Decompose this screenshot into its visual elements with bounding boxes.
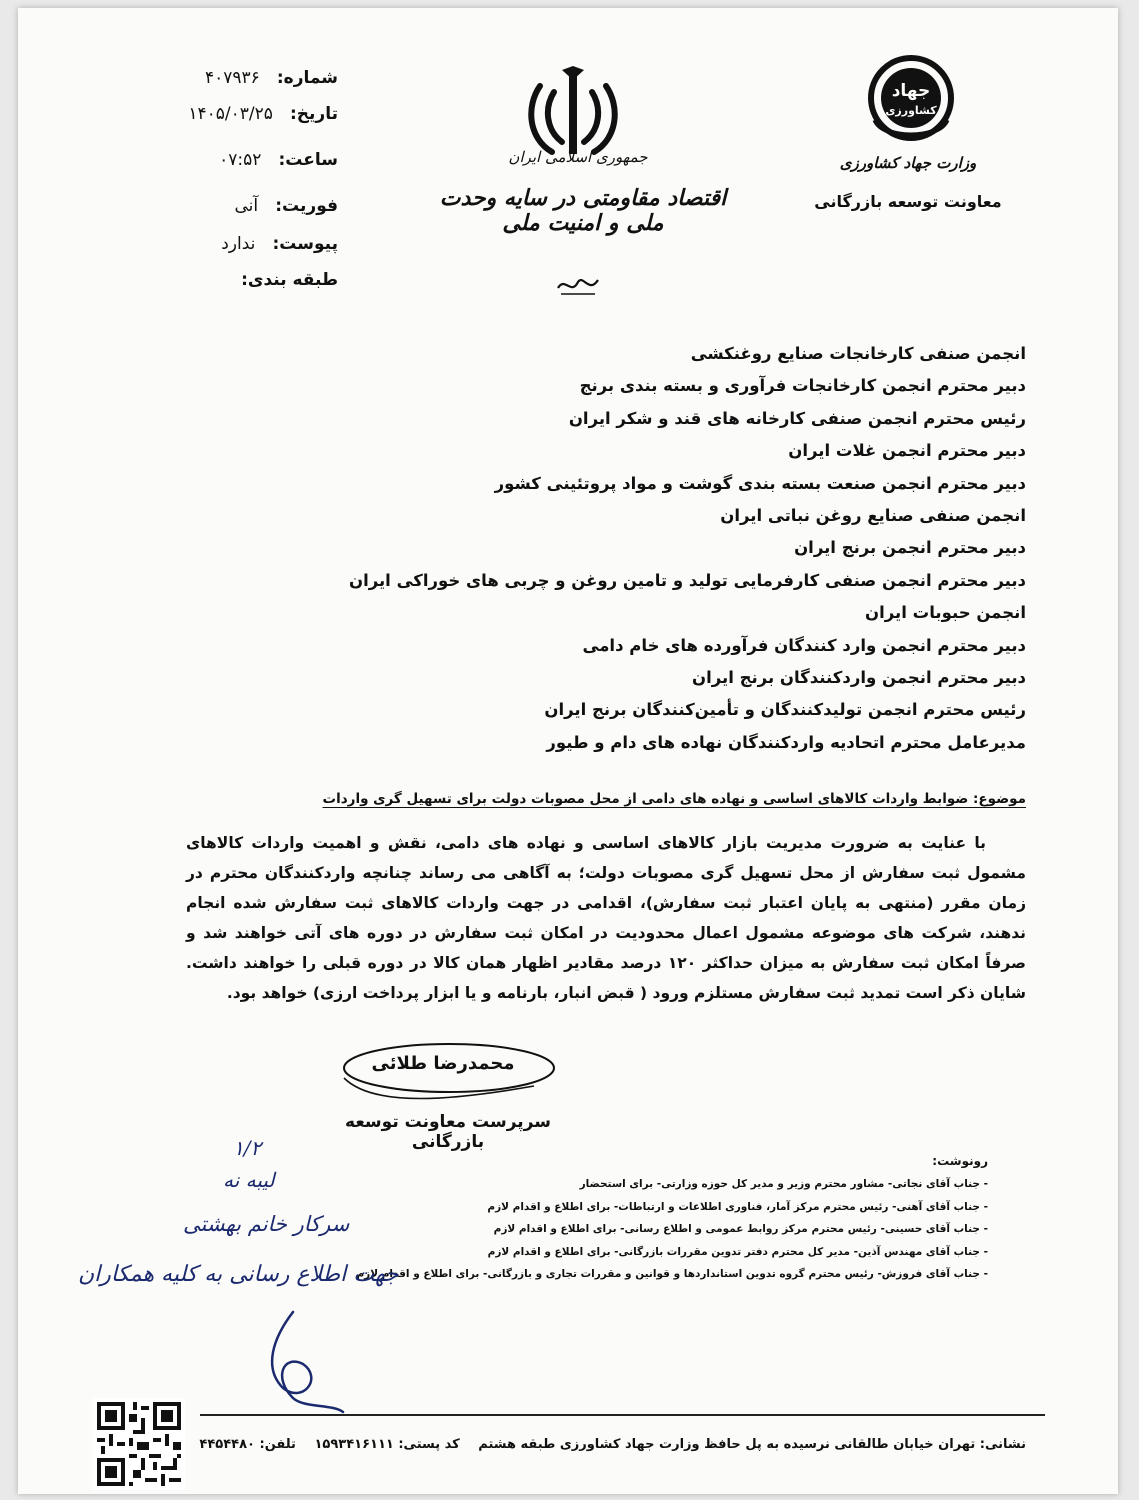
meta-classification: طبقه بندی:: [241, 270, 338, 290]
jihad-agriculture-logo-icon: [861, 48, 961, 148]
ministry-name: وزارت جهاد کشاورزی: [839, 154, 977, 172]
cc-item: - جناب آقای آهنی- رئیس محترم مرکز آمار، فناوری اطلاعات و ارتباطات- برای اطلاع و اقدام لازم: [487, 1200, 988, 1213]
recipient-item: مدیرعامل محترم اتحادیه واردکنندگان نهاده های دام و طیور: [546, 732, 1026, 752]
recipient-item: دبیر محترم انجمن صنفی کارفرمایی تولید و تامین روغن و چربی های خوراکی ایران: [348, 570, 1026, 590]
body-paragraph: با عنایت به ضرورت مدیریت بازار کالاهای اساسی و نهاده های دامی، نقش و اهمیت واردات کالاهای مشمول ثبت سفارش از محل تسهیل گری مصوبات دولت؛ به آگاهی می رساند چنانچه واردکنندگان محترم در زمان مقرر (منتهی به پایان اعتبار ثبت سفارش)، اقدامی در جهت واردات کالاهای ثبت سفارش شده انجام ندهند، شرکت های موضوعه مشمول اعمال محدودیت در امکان ثبت سفارش در دوره های آتی خواهند شد و صرفاً امکان ثبت سفارش به میزان حداکثر ۱۲۰ درصد مقادیر اظهار همان کالا در دوره قبلی را خواهند داشت. شایان ذکر است تمدید ثبت سفارش مستلزم ورود ( قبض انبار، بارنامه و یا ابزار پرداخت ارزی) خواهد بود.: [186, 834, 1026, 1002]
meta-time: ساعت: ۰۷:۵۲: [219, 150, 338, 170]
signatory-name: محمدرضا طلائی: [371, 1053, 515, 1074]
recipient-item: دبیر محترم انجمن صنعت بسته بندی گوشت و مواد پروتئینی کشور: [494, 473, 1026, 493]
recipient-item: رئیس محترم انجمن صنفی کارخانه های قند و شکر ایران: [568, 408, 1026, 428]
meta-date: تاریخ: ۱۴۰۵/۰۳/۲۵: [188, 104, 338, 124]
handwritten-note-1: ۱/۲: [233, 1136, 262, 1160]
gov-title: جمهوری اسلامی ایران: [508, 148, 648, 166]
recipient-item: رئیس محترم انجمن تولیدکنندگان و تأمین‌کنندگان برنج ایران: [544, 700, 1026, 720]
handwritten-note-4: جهت اطلاع رسانی به کلیه همکاران: [78, 1262, 399, 1287]
letter-subject: موضوع: ضوابط واردات کالاهای اساسی و نهاده های دامی از محل مصوبات دولت برای تسهیل گری واردات: [322, 791, 1026, 807]
meta-attachment: پیوست: ندارد: [221, 234, 338, 254]
footer-contact: [199, 1437, 1026, 1452]
cc-list: [356, 1173, 988, 1286]
recipient-item: انجمن حبوبات ایران: [865, 603, 1026, 623]
handwritten-note-2: لیبه نه: [223, 1168, 275, 1192]
footer-phone: تلفن: ۴۴۵۴۴۸۰: [199, 1437, 296, 1452]
cc-heading: رونوشت:: [932, 1154, 988, 1168]
recipient-item: دبیر محترم انجمن غلات ایران: [788, 441, 1026, 461]
recipient-item: انجمن صنفی کارخانجات صنایع روغنکشی: [690, 344, 1026, 363]
meta-number: شماره: ۴۰۷۹۳۶: [204, 68, 338, 88]
handwritten-note-3: سرکار خانم بهشتی: [183, 1212, 350, 1236]
svg-text:کشاورزی: کشاورزی: [885, 104, 937, 117]
handwritten-signature-icon: [233, 1308, 353, 1418]
footer-divider: [200, 1414, 1045, 1416]
footer-address: نشانی: تهران خیابان طالقانی نرسیده به پل حافظ وزارت جهاد کشاورزی طبقه هشتم: [478, 1437, 1026, 1452]
cc-item: - جناب آقای نجاتی- مشاور محترم وزیر و مدیر کل حوزه وزارتی- برای استحضار: [579, 1178, 988, 1190]
footer-postal-code: کد پستی: ۱۵۹۳۴۱۶۱۱۱: [314, 1437, 460, 1452]
letter-sheet: [18, 8, 1118, 1494]
slogan: اقتصاد مقاومتی در سایه وحدت ملی و امنیت ملی: [439, 186, 727, 236]
department-name: معاونت توسعه بازرگانی: [814, 192, 1002, 211]
seal-signature-icon: [553, 268, 603, 298]
recipient-item: دبیر محترم انجمن وارد کنندگان فرآورده های خام دامی: [582, 635, 1026, 655]
recipient-item: دبیر محترم انجمن کارخانجات فرآوری و بسته بندی برنج: [579, 376, 1026, 396]
recipient-item: انجمن صنفی صنایع روغن نباتی ایران: [720, 505, 1026, 525]
qr-code-icon: [93, 1398, 185, 1490]
recipient-item: دبیر محترم انجمن برنج ایران: [794, 538, 1026, 558]
cc-item: - جناب آقای حسینی- رئیس محترم مرکز روابط عمومی و اطلاع رسانی- برای اطلاع و اقدام لازم: [493, 1223, 988, 1236]
cc-item: - جناب آقای فروزش- رئیس محترم گروه تدوین استانداردها و قوانین و مقررات تجاری و بازرگانی- برای اطلاع و اقدام لازم: [356, 1268, 988, 1281]
recipients-list: [326, 338, 1026, 759]
svg-text:جهاد: جهاد: [891, 81, 931, 101]
meta-urgency: فوریت: آنی: [234, 196, 338, 216]
recipient-item: دبیر محترم انجمن واردکنندگان برنج ایران: [692, 667, 1026, 687]
cc-item: - جناب آقای مهندس آذین- مدیر کل محترم دفتر تدوین مقررات بازرگانی- برای اطلاع و اقدام لازم: [487, 1245, 988, 1258]
letter-body: [186, 828, 1026, 1008]
signatory-title: سرپرست معاونت توسعه بازرگانی: [345, 1112, 551, 1152]
